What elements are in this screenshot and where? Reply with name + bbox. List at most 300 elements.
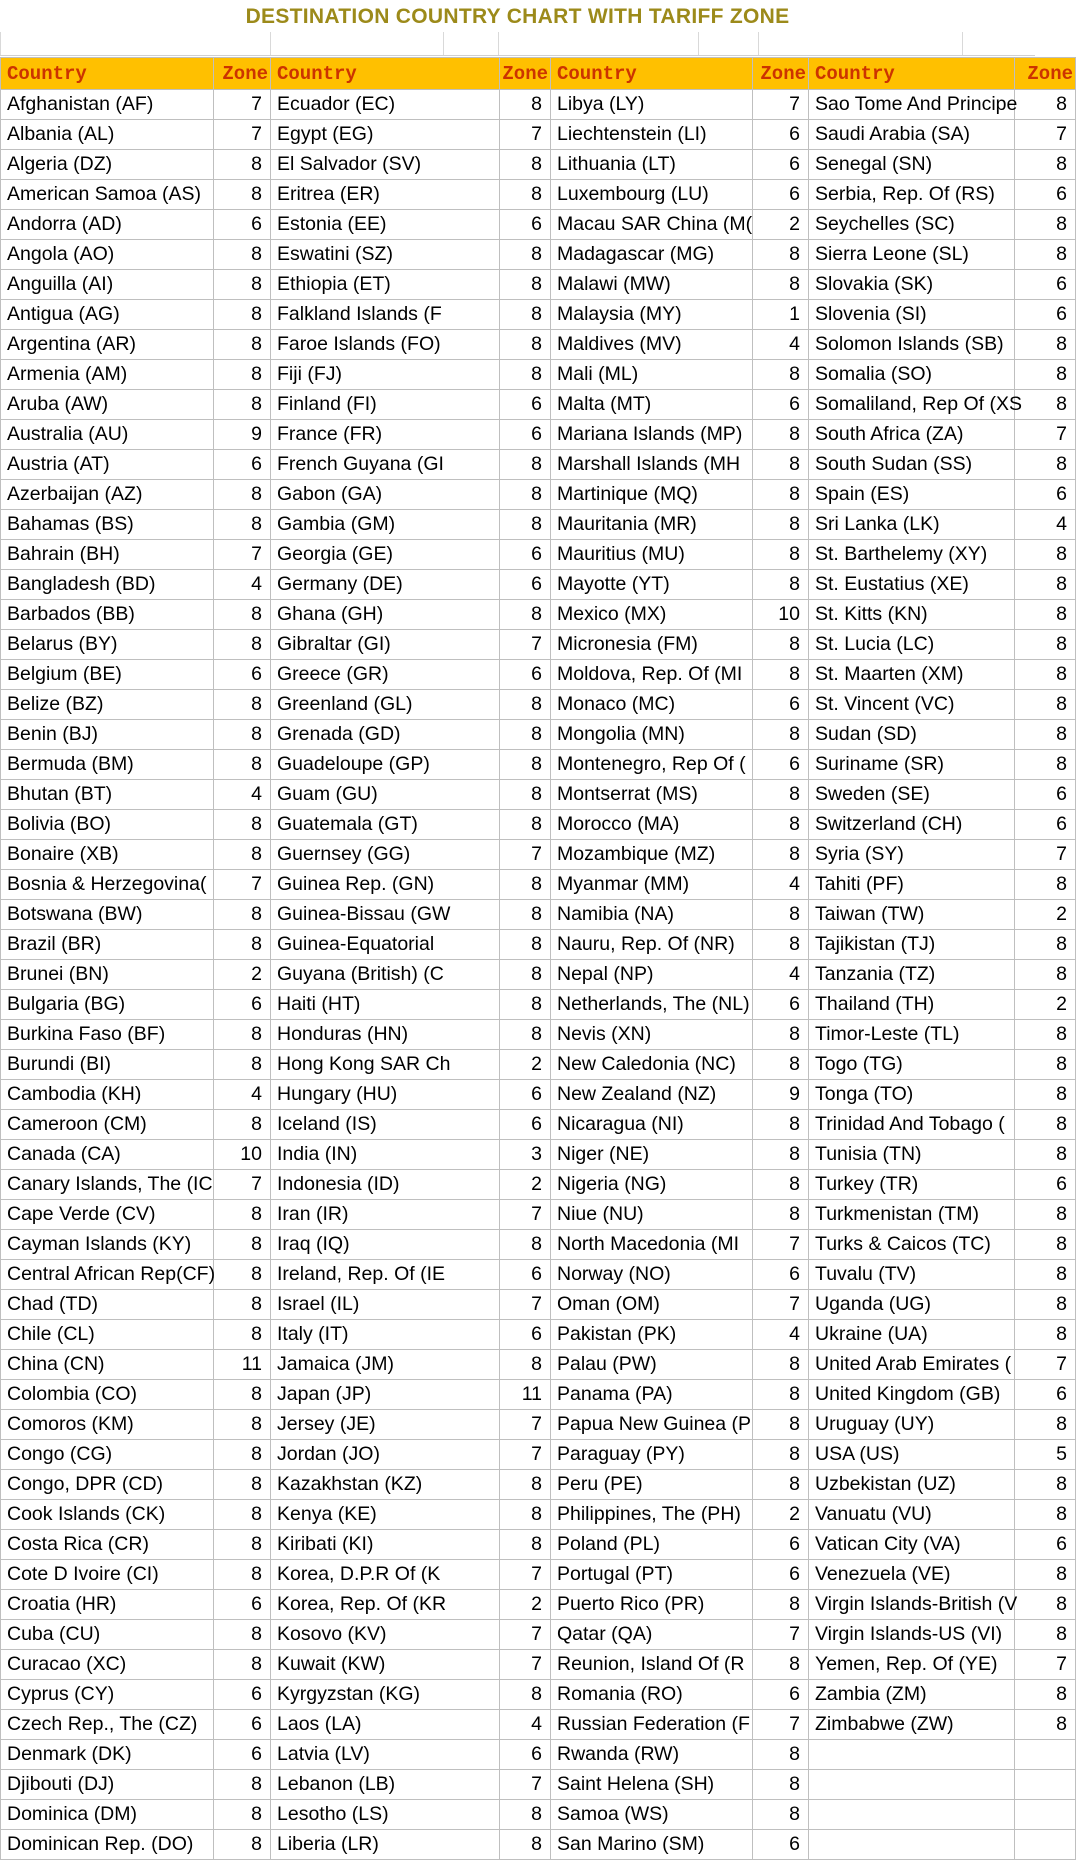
zone-cell: 8: [214, 900, 271, 930]
zone-cell: 6: [1015, 270, 1076, 300]
zone-cell: 8: [214, 1260, 271, 1290]
country-cell: Senegal (SN): [809, 150, 1015, 180]
country-cell: Monaco (MC): [551, 690, 753, 720]
zone-cell: 8: [214, 1290, 271, 1320]
table-row: [1, 810, 1076, 840]
zone-cell: 7: [753, 1230, 809, 1260]
zone-cell: 2: [753, 1500, 809, 1530]
zone-cell: 8: [500, 690, 551, 720]
zone-cell: 8: [753, 420, 809, 450]
country-cell: Uzbekistan (UZ): [809, 1470, 1015, 1500]
zone-cell: 8: [1015, 90, 1076, 120]
country-cell: Cameroon (CM): [1, 1110, 214, 1140]
country-cell: Tahiti (PF): [809, 870, 1015, 900]
zone-cell: 8: [1015, 1260, 1076, 1290]
country-cell: Cyprus (CY): [1, 1680, 214, 1710]
zone-cell: 7: [753, 90, 809, 120]
country-cell: Cape Verde (CV): [1, 1200, 214, 1230]
table-row: [1, 1800, 1076, 1830]
country-cell: Kyrgyzstan (KG): [271, 1680, 500, 1710]
table-row: [1, 1170, 1076, 1200]
country-cell: Estonia (EE): [271, 210, 500, 240]
zone-cell: 8: [753, 480, 809, 510]
country-cell: Portugal (PT): [551, 1560, 753, 1590]
table-row: [1, 750, 1076, 780]
zone-cell: 8: [1015, 600, 1076, 630]
zone-cell: 8: [500, 450, 551, 480]
zone-cell: 7: [214, 540, 271, 570]
country-cell: Turkey (TR): [809, 1170, 1015, 1200]
country-cell: USA (US): [809, 1440, 1015, 1470]
zone-cell: 6: [500, 1080, 551, 1110]
zone-cell: 3: [500, 1140, 551, 1170]
zone-cell: 8: [500, 600, 551, 630]
zone-cell: 8: [753, 840, 809, 870]
country-cell: Togo (TG): [809, 1050, 1015, 1080]
table-row: [1, 1140, 1076, 1170]
zone-cell: 8: [1015, 960, 1076, 990]
country-cell: San Marino (SM): [551, 1830, 753, 1860]
table-row: [1, 690, 1076, 720]
zone-cell: 2: [500, 1170, 551, 1200]
country-cell: North Macedonia (MI: [551, 1230, 753, 1260]
zone-cell: 4: [214, 780, 271, 810]
country-cell: Bhutan (BT): [1, 780, 214, 810]
zone-cell: 11: [500, 1380, 551, 1410]
country-cell: Brunei (BN): [1, 960, 214, 990]
country-cell: Barbados (BB): [1, 600, 214, 630]
zone-cell: 6: [753, 390, 809, 420]
country-cell: St. Kitts (KN): [809, 600, 1015, 630]
zone-cell: 7: [1015, 840, 1076, 870]
zone-cell: 8: [753, 720, 809, 750]
table-row: [1, 1830, 1076, 1860]
zone-cell: 2: [214, 960, 271, 990]
country-cell: United Arab Emirates (: [809, 1350, 1015, 1380]
zone-cell: 7: [1015, 1350, 1076, 1380]
zone-cell: 8: [500, 720, 551, 750]
table-row: [1, 1620, 1076, 1650]
zone-cell: 8: [1015, 150, 1076, 180]
zone-cell: 8: [753, 1770, 809, 1800]
country-cell: Botswana (BW): [1, 900, 214, 930]
country-cell: Luxembourg (LU): [551, 180, 753, 210]
country-cell: Bosnia & Herzegovina(: [1, 870, 214, 900]
country-cell: Laos (LA): [271, 1710, 500, 1740]
zone-cell: 6: [214, 1680, 271, 1710]
country-cell: Cuba (CU): [1, 1620, 214, 1650]
country-cell: Mayotte (YT): [551, 570, 753, 600]
table-row: [1, 150, 1076, 180]
country-cell: Algeria (DZ): [1, 150, 214, 180]
country-cell: Morocco (MA): [551, 810, 753, 840]
country-cell: Eswatini (SZ): [271, 240, 500, 270]
zone-cell: 8: [214, 1500, 271, 1530]
country-cell: Belize (BZ): [1, 690, 214, 720]
country-cell: Papua New Guinea (P: [551, 1410, 753, 1440]
country-cell: Egypt (EG): [271, 120, 500, 150]
table-row: [1, 1770, 1076, 1800]
table-row: [1, 450, 1076, 480]
country-cell: Ukraine (UA): [809, 1320, 1015, 1350]
country-cell: Peru (PE): [551, 1470, 753, 1500]
country-cell: Cook Islands (CK): [1, 1500, 214, 1530]
country-cell: Tanzania (TZ): [809, 960, 1015, 990]
country-cell: Montenegro, Rep Of (: [551, 750, 753, 780]
country-cell: Guadeloupe (GP): [271, 750, 500, 780]
zone-cell: 7: [500, 840, 551, 870]
zone-cell: 6: [500, 1110, 551, 1140]
country-cell: Ireland, Rep. Of (IE: [271, 1260, 500, 1290]
zone-cell: 4: [500, 1710, 551, 1740]
zone-header: Zone: [753, 58, 809, 90]
zone-cell: 7: [500, 1290, 551, 1320]
zone-cell: 8: [500, 1230, 551, 1260]
country-cell: Norway (NO): [551, 1260, 753, 1290]
country-cell: Iraq (IQ): [271, 1230, 500, 1260]
zone-cell: 6: [500, 660, 551, 690]
country-cell: Bolivia (BO): [1, 810, 214, 840]
zone-cell: 8: [500, 870, 551, 900]
zone-cell: 8: [1015, 1680, 1076, 1710]
zone-cell: 6: [753, 1830, 809, 1860]
table-row: [1, 1260, 1076, 1290]
country-cell: Virgin Islands-British (V: [809, 1590, 1015, 1620]
country-cell: Gabon (GA): [271, 480, 500, 510]
zone-cell: 8: [214, 390, 271, 420]
country-cell: Guinea Rep. (GN): [271, 870, 500, 900]
country-cell: Nevis (XN): [551, 1020, 753, 1050]
zone-cell: 7: [1015, 420, 1076, 450]
zone-cell: 8: [753, 1380, 809, 1410]
country-cell: New Zealand (NZ): [551, 1080, 753, 1110]
country-cell: Martinique (MQ): [551, 480, 753, 510]
table-row: [1, 90, 1076, 120]
country-cell: Burundi (BI): [1, 1050, 214, 1080]
zone-cell: 8: [500, 1800, 551, 1830]
zone-cell: 6: [753, 750, 809, 780]
zone-cell: 8: [214, 1530, 271, 1560]
zone-cell: 8: [753, 240, 809, 270]
country-cell: Bahrain (BH): [1, 540, 214, 570]
country-cell: Dominican Rep. (DO): [1, 1830, 214, 1860]
country-cell: Suriname (SR): [809, 750, 1015, 780]
zone-cell: 8: [753, 1350, 809, 1380]
country-cell: Lithuania (LT): [551, 150, 753, 180]
zone-cell: 7: [753, 1710, 809, 1740]
country-cell: Hong Kong SAR Ch: [271, 1050, 500, 1080]
zone-cell: 6: [753, 1680, 809, 1710]
zone-cell: 8: [1015, 1500, 1076, 1530]
zone-cell: 8: [1015, 1410, 1076, 1440]
zone-cell: 8: [214, 150, 271, 180]
country-cell: Macau SAR China (M(: [551, 210, 753, 240]
country-cell: Kazakhstan (KZ): [271, 1470, 500, 1500]
country-cell: Bulgaria (BG): [1, 990, 214, 1020]
country-cell: Nepal (NP): [551, 960, 753, 990]
table-row: [1, 1320, 1076, 1350]
zone-header: Zone: [500, 58, 551, 90]
zone-cell: 8: [500, 960, 551, 990]
table-row: [1, 600, 1076, 630]
country-cell: Albania (AL): [1, 120, 214, 150]
country-cell: El Salvador (SV): [271, 150, 500, 180]
zone-cell: 8: [753, 1800, 809, 1830]
country-cell: Central African Rep(CF): [1, 1260, 214, 1290]
country-cell: Greece (GR): [271, 660, 500, 690]
zone-cell: 7: [214, 1170, 271, 1200]
empty-cell: [809, 1740, 1015, 1770]
tariff-zone-table: [0, 57, 1076, 1860]
zone-cell: 2: [1015, 990, 1076, 1020]
country-cell: Fiji (FJ): [271, 360, 500, 390]
empty-cell: [809, 1800, 1015, 1830]
table-row: [1, 1110, 1076, 1140]
country-cell: Madagascar (MG): [551, 240, 753, 270]
country-cell: Malawi (MW): [551, 270, 753, 300]
table-row: [1, 990, 1076, 1020]
zone-cell: 7: [1015, 1650, 1076, 1680]
table-row: [1, 390, 1076, 420]
zone-cell: 8: [214, 630, 271, 660]
country-cell: Somaliland, Rep Of (XS: [809, 390, 1015, 420]
table-row: [1, 210, 1076, 240]
country-cell: Sri Lanka (LK): [809, 510, 1015, 540]
country-cell: Benin (BJ): [1, 720, 214, 750]
table-row: [1, 480, 1076, 510]
zone-cell: 8: [1015, 1470, 1076, 1500]
zone-cell: 8: [500, 1680, 551, 1710]
country-cell: Iran (IR): [271, 1200, 500, 1230]
zone-cell: 6: [214, 210, 271, 240]
country-cell: Australia (AU): [1, 420, 214, 450]
country-cell: Oman (OM): [551, 1290, 753, 1320]
table-row: [1, 1380, 1076, 1410]
country-cell: Jamaica (JM): [271, 1350, 500, 1380]
zone-cell: 7: [214, 870, 271, 900]
country-cell: Poland (PL): [551, 1530, 753, 1560]
zone-cell: 8: [214, 840, 271, 870]
country-cell: Greenland (GL): [271, 690, 500, 720]
zone-cell: 10: [753, 600, 809, 630]
country-cell: Namibia (NA): [551, 900, 753, 930]
zone-cell: 9: [214, 420, 271, 450]
zone-cell: 6: [1015, 1380, 1076, 1410]
country-cell: Myanmar (MM): [551, 870, 753, 900]
country-cell: Israel (IL): [271, 1290, 500, 1320]
zone-cell: 6: [214, 1710, 271, 1740]
zone-cell: 8: [214, 1020, 271, 1050]
country-cell: Thailand (TH): [809, 990, 1015, 1020]
country-cell: Guatemala (GT): [271, 810, 500, 840]
zone-cell: 8: [1015, 360, 1076, 390]
country-cell: Georgia (GE): [271, 540, 500, 570]
zone-cell: 4: [753, 960, 809, 990]
zone-cell: 6: [214, 450, 271, 480]
country-cell: South Sudan (SS): [809, 450, 1015, 480]
table-row: [1, 1230, 1076, 1260]
zone-cell: 8: [500, 1020, 551, 1050]
zone-cell: 8: [1015, 570, 1076, 600]
country-cell: Guernsey (GG): [271, 840, 500, 870]
zone-cell: 8: [753, 1470, 809, 1500]
country-cell: Ethiopia (ET): [271, 270, 500, 300]
country-cell: St. Maarten (XM): [809, 660, 1015, 690]
country-cell: Belgium (BE): [1, 660, 214, 690]
country-cell: Saint Helena (SH): [551, 1770, 753, 1800]
country-cell: Cambodia (KH): [1, 1080, 214, 1110]
zone-cell: 8: [1015, 1620, 1076, 1650]
country-cell: Iceland (IS): [271, 1110, 500, 1140]
country-cell: Armenia (AM): [1, 360, 214, 390]
zone-cell: 9: [753, 1080, 809, 1110]
table-row: [1, 180, 1076, 210]
zone-cell: 11: [214, 1350, 271, 1380]
country-cell: Guam (GU): [271, 780, 500, 810]
country-cell: Congo, DPR (CD): [1, 1470, 214, 1500]
zone-cell: 8: [1015, 930, 1076, 960]
zone-cell: 8: [1015, 660, 1076, 690]
zone-cell: 8: [1015, 1140, 1076, 1170]
chart-title: DESTINATION COUNTRY CHART WITH TARIFF ZONE: [245, 5, 790, 28]
zone-cell: 6: [1015, 810, 1076, 840]
country-cell: Chile (CL): [1, 1320, 214, 1350]
zone-cell: 4: [214, 1080, 271, 1110]
country-cell: Bangladesh (BD): [1, 570, 214, 600]
zone-cell: 6: [753, 1260, 809, 1290]
country-cell: Trinidad And Tobago (: [809, 1110, 1015, 1140]
country-cell: Niue (NU): [551, 1200, 753, 1230]
country-cell: Haiti (HT): [271, 990, 500, 1020]
zone-cell: 8: [1015, 1080, 1076, 1110]
zone-header: Zone: [1015, 58, 1076, 90]
zone-cell: 7: [500, 1560, 551, 1590]
zone-cell: 6: [753, 1530, 809, 1560]
country-cell: Marshall Islands (MH: [551, 450, 753, 480]
country-cell: Kiribati (KI): [271, 1530, 500, 1560]
country-cell: Andorra (AD): [1, 210, 214, 240]
country-cell: Croatia (HR): [1, 1590, 214, 1620]
zone-cell: 8: [214, 1200, 271, 1230]
zone-cell: 8: [500, 180, 551, 210]
zone-cell: 8: [500, 1500, 551, 1530]
zone-cell: 8: [753, 1200, 809, 1230]
zone-cell: 8: [500, 900, 551, 930]
zone-cell: 8: [500, 780, 551, 810]
zone-cell: 8: [753, 570, 809, 600]
zone-cell: 8: [500, 90, 551, 120]
country-cell: Libya (LY): [551, 90, 753, 120]
country-cell: Comoros (KM): [1, 1410, 214, 1440]
zone-cell: 8: [500, 360, 551, 390]
zone-cell: 8: [500, 300, 551, 330]
zone-cell: 8: [500, 270, 551, 300]
zone-cell: 8: [753, 810, 809, 840]
table-row: [1, 720, 1076, 750]
zone-cell: 6: [753, 120, 809, 150]
table-row: [1, 900, 1076, 930]
country-cell: Nigeria (NG): [551, 1170, 753, 1200]
zone-cell: 6: [1015, 780, 1076, 810]
zone-cell: 7: [214, 120, 271, 150]
zone-cell: 1: [753, 300, 809, 330]
zone-cell: 8: [214, 1230, 271, 1260]
table-row: [1, 930, 1076, 960]
country-cell: Serbia, Rep. Of (RS): [809, 180, 1015, 210]
zone-cell: 8: [753, 1020, 809, 1050]
empty-cell: [809, 1830, 1015, 1860]
zone-cell: 7: [500, 630, 551, 660]
country-cell: Spain (ES): [809, 480, 1015, 510]
country-cell: Rwanda (RW): [551, 1740, 753, 1770]
country-cell: Malta (MT): [551, 390, 753, 420]
country-cell: Vatican City (VA): [809, 1530, 1015, 1560]
zone-cell: 8: [214, 690, 271, 720]
country-cell: Mongolia (MN): [551, 720, 753, 750]
country-cell: Mariana Islands (MP): [551, 420, 753, 450]
country-cell: Burkina Faso (BF): [1, 1020, 214, 1050]
country-cell: Mexico (MX): [551, 600, 753, 630]
country-cell: Kenya (KE): [271, 1500, 500, 1530]
table-row: [1, 1200, 1076, 1230]
zone-cell: 8: [753, 510, 809, 540]
zone-cell: 8: [500, 750, 551, 780]
table-row: [1, 540, 1076, 570]
country-cell: India (IN): [271, 1140, 500, 1170]
zone-cell: 6: [1015, 180, 1076, 210]
zone-cell: 7: [500, 1440, 551, 1470]
country-cell: Cayman Islands (KY): [1, 1230, 214, 1260]
zone-cell: 6: [214, 990, 271, 1020]
zone-cell: 8: [214, 600, 271, 630]
zone-cell: 6: [500, 1260, 551, 1290]
country-cell: Brazil (BR): [1, 930, 214, 960]
zone-cell: 8: [214, 300, 271, 330]
country-header: Country: [271, 58, 500, 90]
country-cell: Samoa (WS): [551, 1800, 753, 1830]
empty-cell: [1015, 1740, 1076, 1770]
country-cell: Niger (NE): [551, 1140, 753, 1170]
table-row: [1, 360, 1076, 390]
empty-cell: [1015, 1800, 1076, 1830]
country-cell: Palau (PW): [551, 1350, 753, 1380]
table-row: [1, 1500, 1076, 1530]
zone-cell: 8: [1015, 1230, 1076, 1260]
country-cell: Nicaragua (NI): [551, 1110, 753, 1140]
zone-cell: 6: [214, 1740, 271, 1770]
header-row: [1, 58, 1076, 90]
country-cell: Slovenia (SI): [809, 300, 1015, 330]
zone-cell: 8: [1015, 720, 1076, 750]
zone-cell: 7: [500, 1410, 551, 1440]
zone-cell: 2: [500, 1050, 551, 1080]
zone-cell: 8: [500, 330, 551, 360]
country-cell: Mali (ML): [551, 360, 753, 390]
country-cell: Denmark (DK): [1, 1740, 214, 1770]
zone-cell: 8: [753, 630, 809, 660]
zone-cell: 8: [753, 540, 809, 570]
country-cell: Afghanistan (AF): [1, 90, 214, 120]
country-cell: Chad (TD): [1, 1290, 214, 1320]
table-row: [1, 1050, 1076, 1080]
country-cell: Micronesia (FM): [551, 630, 753, 660]
country-cell: Zimbabwe (ZW): [809, 1710, 1015, 1740]
table-row: [1, 240, 1076, 270]
zone-cell: 8: [214, 1560, 271, 1590]
country-cell: Grenada (GD): [271, 720, 500, 750]
zone-cell: 7: [500, 120, 551, 150]
zone-cell: 6: [1015, 1530, 1076, 1560]
